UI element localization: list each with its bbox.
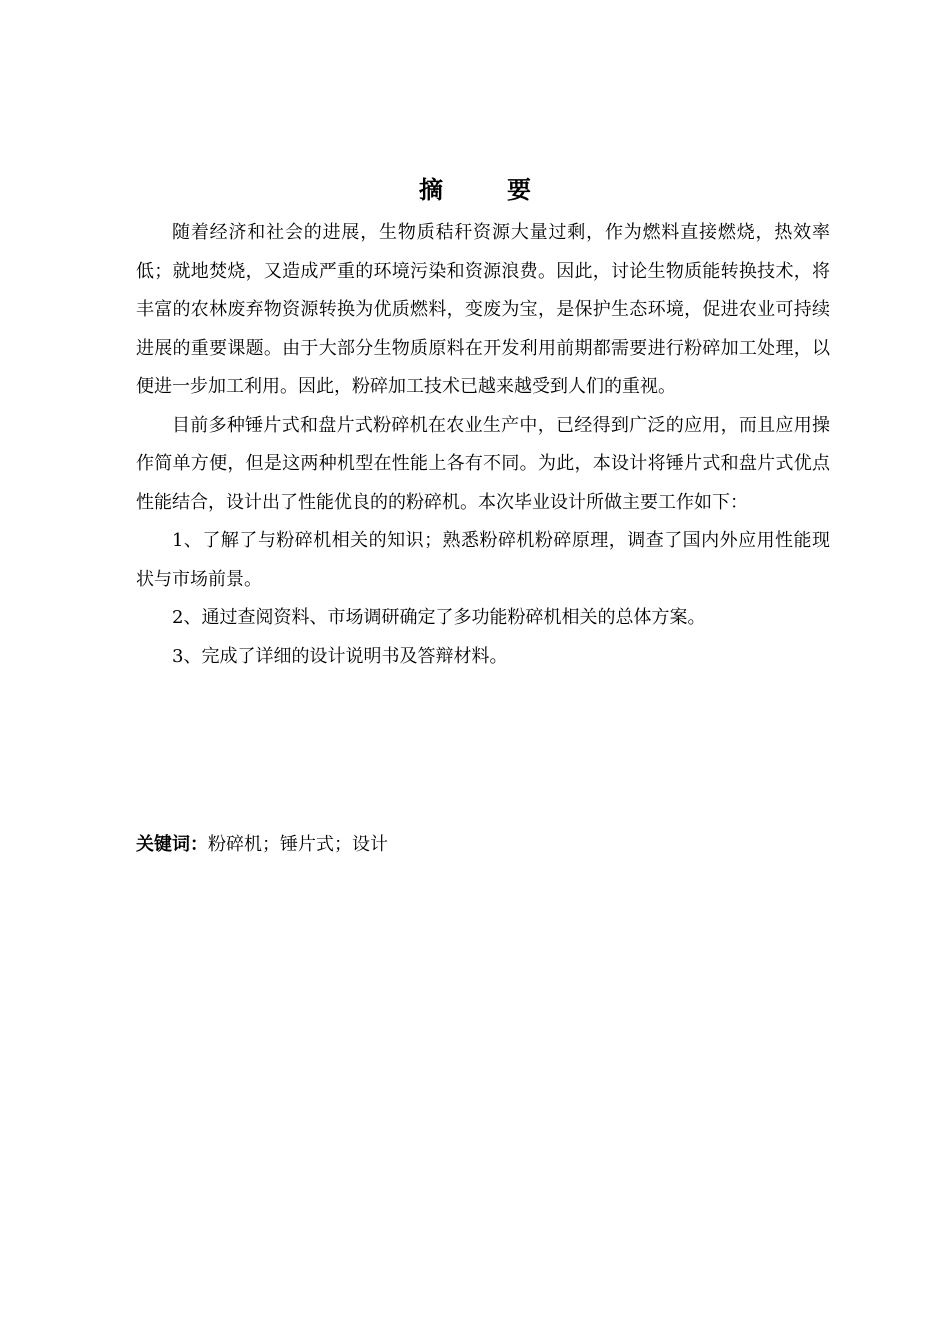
abstract-paragraph-2: 目前多种锤片式和盘片式粉碎机在农业生产中，已经得到广泛的应用，而且应用操作简单方便，但是这两种机型在性能上各有不同。为此，本设计将锤片式和盘片式优点性能结合，设计出了性能优良的的粉碎机。本次毕业设计所做主要工作如下： (136, 414, 830, 513)
abstract-title: 摘 要 (419, 176, 551, 204)
keywords-label: 关键词： (136, 834, 208, 855)
abstract-paragraph-1: 随着经济和社会的进展，生物质秸秆资源大量过剩，作为燃料直接燃烧，热效率低；就地焚烧，又造成严重的环境污染和资源浪费。因此，讨论生物质能转换技术，将丰富的农林废弃物资源转换为优质燃料，变废为宝，是保护生态环境，促进农业可持续进展的重要课题。由于大部分生物质原料在开发利用前期都需要进行粉碎加工处理，以便进一步加工利用。因此，粉碎加工技术已越来越受到人们的重视。 (136, 222, 830, 397)
keywords-value: 粉碎机；锤片式；设计 (208, 834, 388, 855)
work-item-3: 3、完成了详细的设计说明书及答辩材料。 (172, 645, 508, 667)
work-item-1: 1、了解了与粉碎机相关的知识；熟悉粉碎机粉碎原理，调查了国内外应用性能现状与市场前景。 (136, 530, 830, 590)
work-item-2: 2、通过查阅资料、市场调研确定了多功能粉碎机相关的总体方案。 (172, 607, 706, 628)
abstract-body (136, 214, 830, 676)
keywords-line (136, 830, 830, 860)
